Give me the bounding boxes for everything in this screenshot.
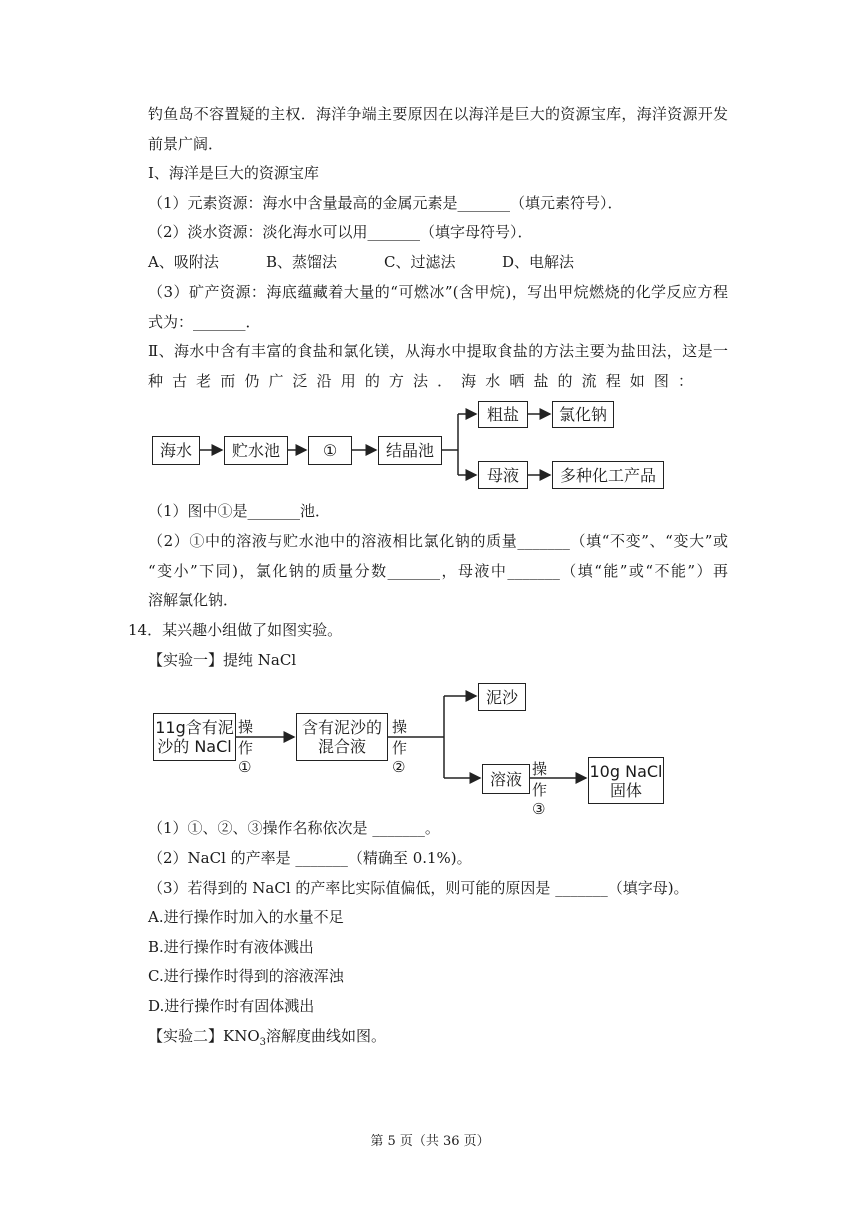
box-start-line2: 沙的 NaCl bbox=[157, 737, 232, 756]
label-op2: 操作② bbox=[392, 718, 408, 776]
option-c-line: C.进行操作时得到的溶液浑浊 bbox=[148, 967, 344, 985]
box-zhushuichi: 贮水池 bbox=[224, 436, 288, 465]
box-nisha: 泥沙 bbox=[478, 683, 526, 711]
sub-question-2-cont: “变小”下同)，氯化钠的质量分数_______，母液中_______（填“能”或“不能”）再 bbox=[148, 562, 728, 580]
box-muye: 母液 bbox=[478, 461, 528, 489]
section-ii-line1: Ⅱ、海水中含有丰富的食盐和氯化镁，从海水中提取食盐的方法主要为盐田法，这是一 bbox=[148, 342, 728, 360]
exp-question-3: （3）若得到的 NaCl 的产率比实际值偏低，则可能的原因是 _______（填字母)。 bbox=[148, 879, 689, 897]
sub-question-2-end: 溶解氯化钠． bbox=[148, 591, 239, 609]
option-d: D、电解法 bbox=[502, 253, 575, 271]
box-cuyan: 粗盐 bbox=[478, 401, 528, 428]
option-a-line: A.进行操作时加入的水量不足 bbox=[148, 908, 344, 926]
box-haishui: 海水 bbox=[152, 436, 200, 465]
box-end-line1: 10g NaCl bbox=[589, 761, 663, 781]
exp2-subscript: 3 bbox=[259, 1037, 267, 1048]
section-i-heading: Ⅰ、海洋是巨大的资源宝库 bbox=[148, 164, 319, 182]
option-b: B、蒸馏法 bbox=[266, 253, 338, 271]
box-jiejingchi: 结晶池 bbox=[378, 436, 442, 465]
exp-question-1: （1）①、②、③操作名称依次是 _______。 bbox=[148, 819, 440, 837]
box-chanpin: 多种化工产品 bbox=[552, 461, 664, 489]
box-mixture bbox=[296, 713, 388, 761]
question-14: 14．某兴趣小组做了如图实验。 bbox=[128, 621, 343, 639]
question-mineral: （3）矿产资源：海底蕴藏着大量的“可燃冰”(含甲烷)，写出甲烷燃烧的化学反应方程 bbox=[148, 283, 728, 301]
sub-question-1: （1）图中①是_______池． bbox=[148, 502, 331, 520]
exp2-text-b: 溶解度曲线如图。 bbox=[266, 1027, 387, 1045]
sub-question-2: （2）①中的溶液与贮水池中的溶液相比氯化钠的质量_______（填“不变”、“变大”或 bbox=[148, 532, 728, 550]
experiment-2-heading bbox=[148, 1026, 386, 1053]
box-mixture-line2: 混合液 bbox=[317, 737, 366, 756]
box-rongye: 溶液 bbox=[482, 764, 530, 794]
label-op3: 操作③ bbox=[532, 760, 548, 818]
line-1: 钓鱼岛不容置疑的主权．海洋争端主要原因在以海洋是巨大的资源宝库，海洋资源开发 bbox=[148, 105, 728, 123]
line-2: 前景广阔． bbox=[148, 135, 224, 153]
question-freshwater: （2）淡水资源：淡化海水可以用_______（填字母符号）． bbox=[148, 223, 533, 241]
box-circle1: ① bbox=[308, 436, 352, 465]
box-mixture-line1: 含有泥沙的 bbox=[301, 718, 382, 737]
box-lvhuana: 氯化钠 bbox=[552, 401, 614, 428]
question-mineral-cont: 式为：_______． bbox=[148, 313, 261, 331]
exp2-text-a: 【实验二】KNO bbox=[148, 1027, 260, 1045]
box-start-line1: 11g含有泥 bbox=[155, 718, 234, 737]
box-end bbox=[588, 757, 664, 804]
page-footer: 第 5 页（共 36 页） bbox=[370, 1134, 490, 1149]
option-b-line: B.进行操作时有液体溅出 bbox=[148, 938, 314, 956]
experiment-1-heading: 【实验一】提纯 NaCl bbox=[148, 651, 297, 669]
option-a: A、吸附法 bbox=[148, 253, 219, 271]
question-element-resource: （1）元素资源：海水中含量最高的金属元素是_______（填元素符号）． bbox=[148, 194, 623, 212]
section-ii-line2: 种古老而仍广泛沿用的方法．海水晒盐的流程如图： bbox=[148, 372, 693, 390]
option-d-line: D.进行操作时有固体溅出 bbox=[148, 997, 315, 1015]
box-end-line2: 固体 bbox=[609, 780, 642, 800]
label-op1: 操作① bbox=[238, 718, 254, 776]
option-c: C、过滤法 bbox=[384, 253, 456, 271]
box-start bbox=[153, 713, 236, 761]
exp-question-2: （2）NaCl 的产率是 _______（精确至 0.1%)。 bbox=[148, 849, 472, 867]
